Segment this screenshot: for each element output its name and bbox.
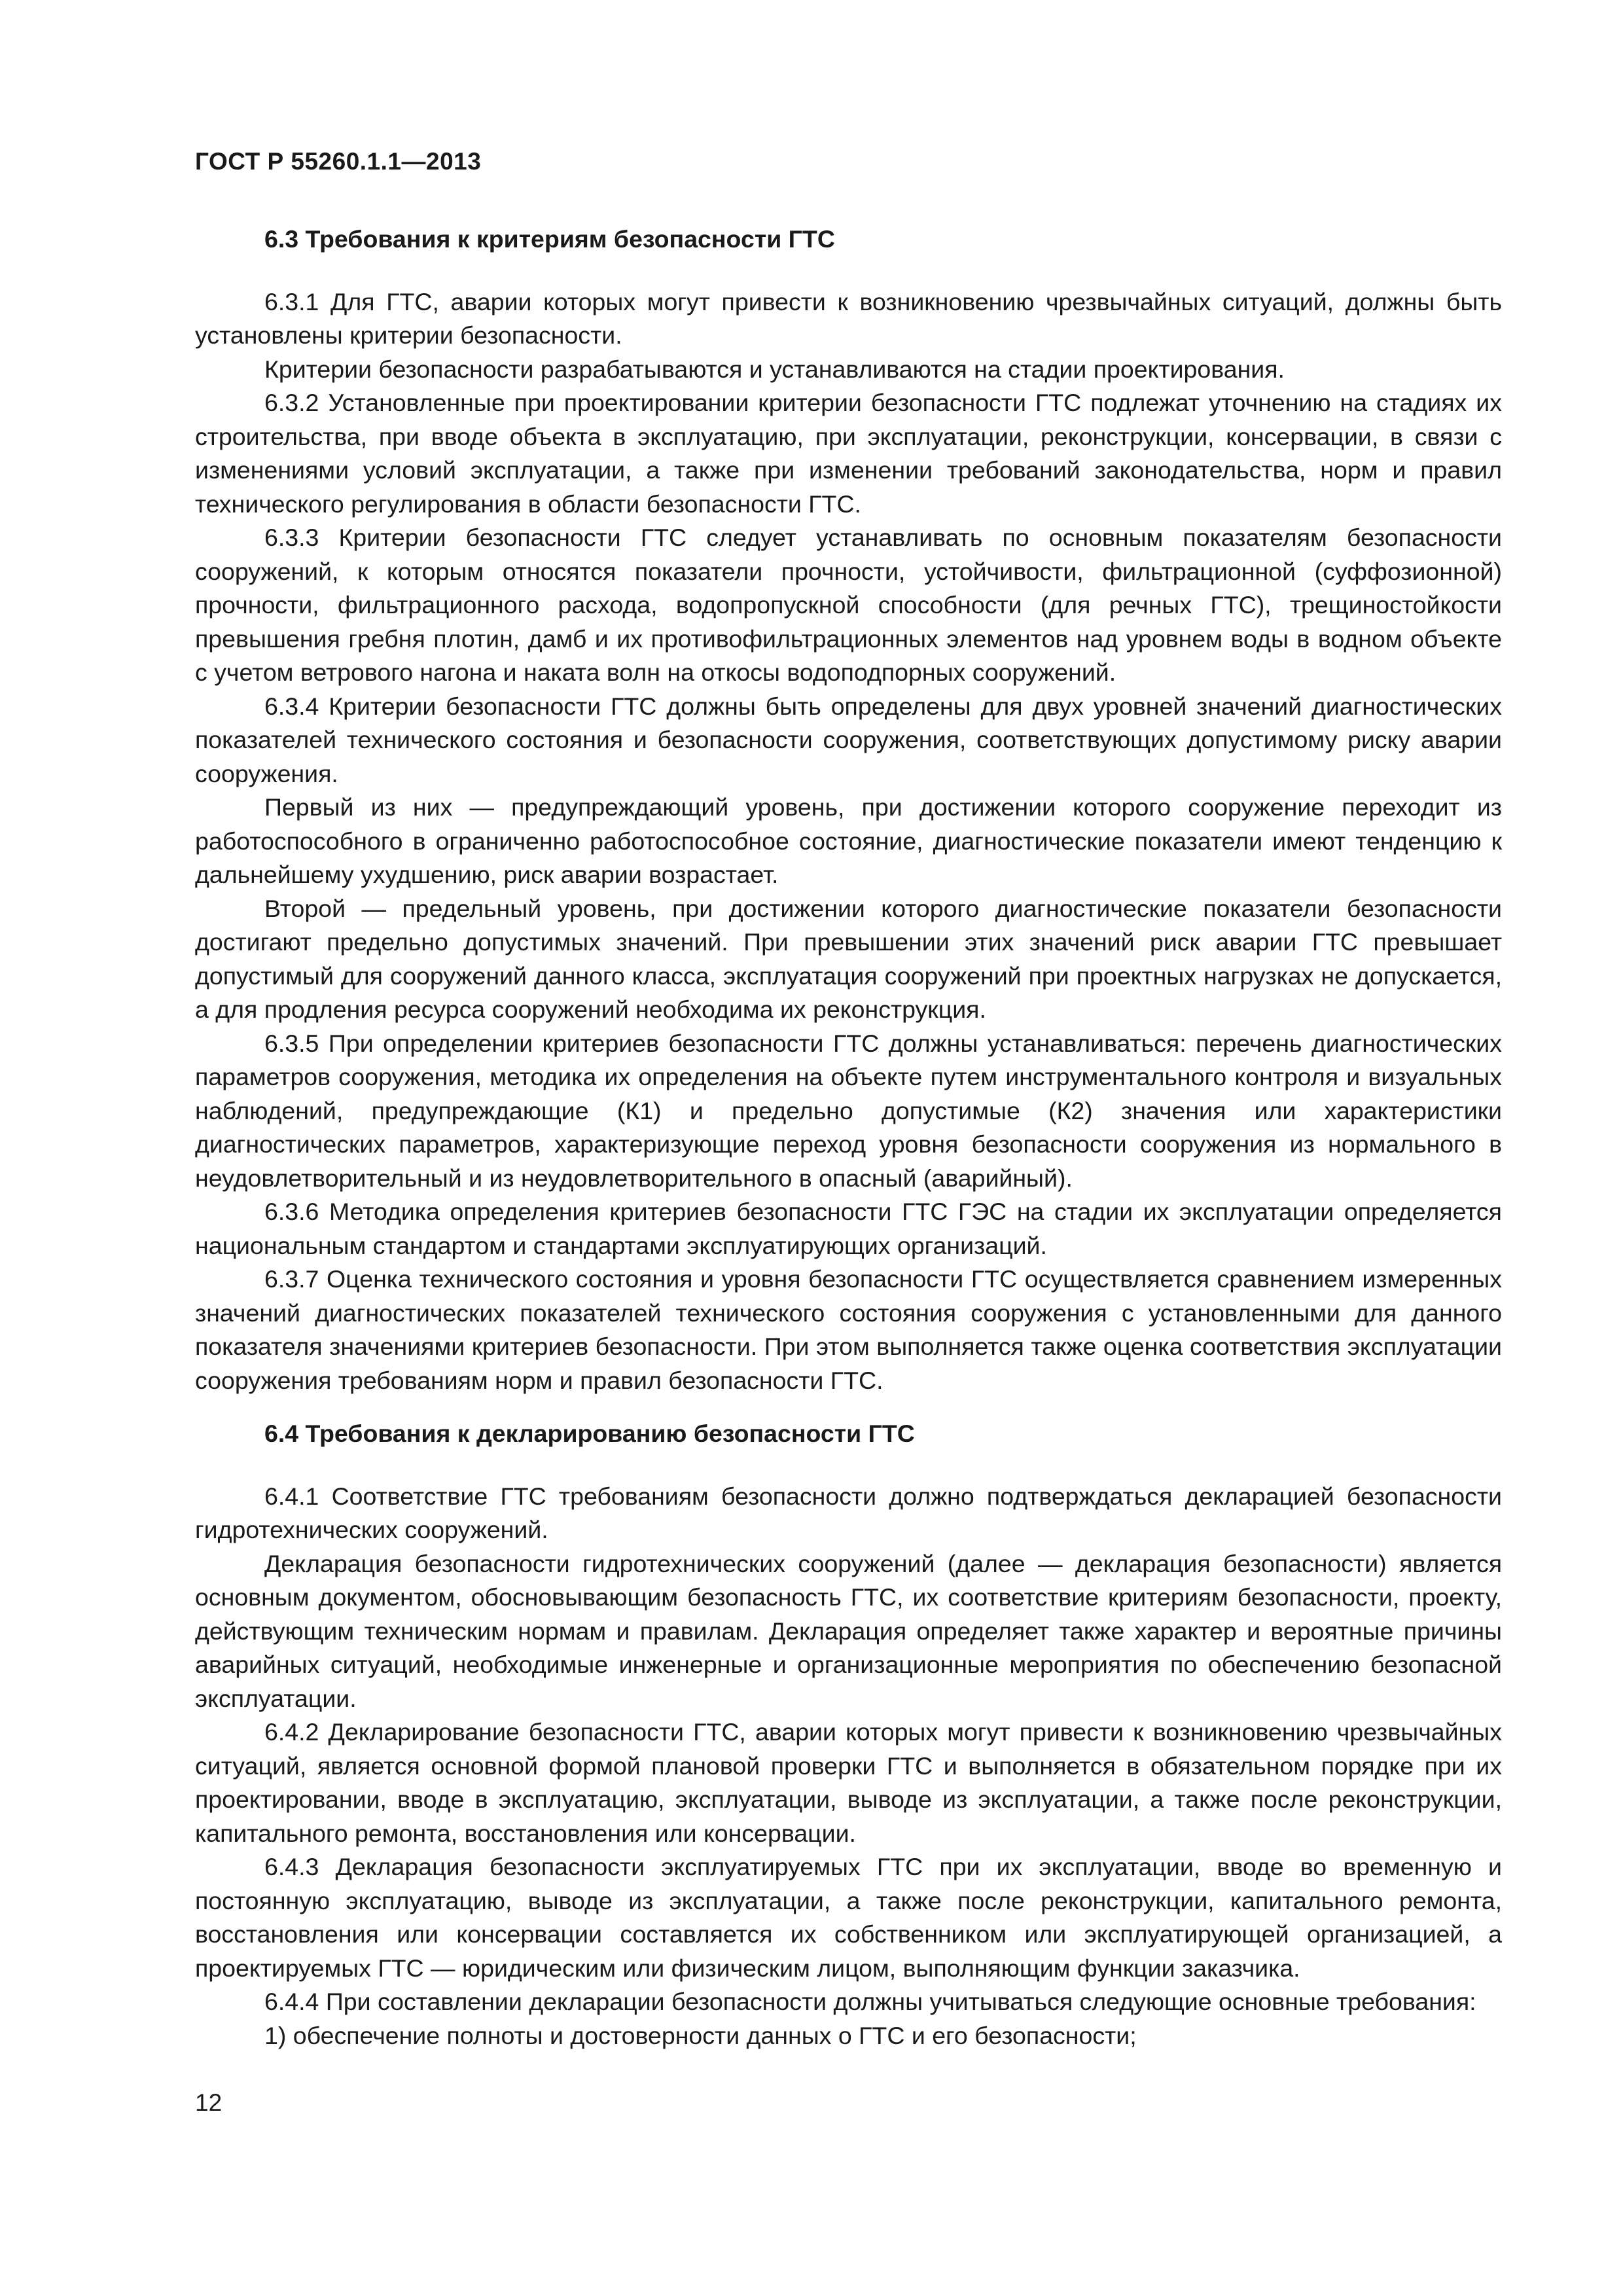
paragraph: Первый из них — предупреждающий уровень, при достижении которого сооружение переходит из работоспособного в ограниченно работоспособное состояние, диагностические показатели имеют тенденцию к дальнейшему ухудшению, риск аварии возрастает. [195,793,1502,888]
paragraph: 6.3.7 Оценка технического состояния и уровня безопасности ГТС осуществляется сравнением измеренных значений диагностических показателей технического состояния сооружения с установленными для данного показателя значениями критериев безопасности. При этом выполняется также оценка соответствия эксплуатации сооружения требованиям норм и правил безопасности ГТС. [195,1265,1502,1394]
paragraph: 1) обеспечение полноты и достоверности данных о ГТС и его безопасности; [264,2021,1137,2049]
paragraph: 6.3.4 Критерии безопасности ГТС должны быть определены для двух уровней значений диагностических показателей технического состояния и безопасности сооружения, соответствующих допустимому риску аварии сооружения. [195,692,1502,787]
paragraph: 6.3.3 Критерии безопасности ГТС следует устанавливать по основным показателям безопасности сооружений, к которым относятся показатели прочности, устойчивости, фильтрационной (суффозионной) прочности, фильтрационного расхода, водопропускной способности (для речных ГТС), трещиностойкости превышения гребня плотин, дамб и их противофильтрационных элементов над уровнем воды в водном объекте с учетом ветрового нагона и наката волн на откосы водоподпорных сооружений. [195,524,1502,686]
paragraph: 6.4.1 Соответствие ГТС требованиям безопасности должно подтверждаться декларацией безопасности гидротехнических сооружений. [195,1482,1502,1543]
paragraph: 6.4.3 Декларация безопасности эксплуатируемых ГТС при их эксплуатации, вводе во временную и постоянную эксплуатацию, выводе из эксплуатации, а также после реконструкции, капитального ремонта, восстановления или консервации составляется их собственником или эксплуатирующей организацией, а проектируемых ГТС — юридическим или физическим лицом, выполняющим функции заказчика. [195,1853,1502,1982]
document-header: ГОСТ Р 55260.1.1—2013 [195,148,482,175]
section-heading-6-4: 6.4 Требования к декларированию безопасности ГТС [264,1420,915,1447]
paragraph: Декларация безопасности гидротехнических сооружений (далее — декларация безопасности) является основным документом, обосновывающим безопасность ГТС, их соответствие критериям безопасности, проекту, действующим техническим нормам и правилам. Декларация определяет также характер и вероятные причины аварийных ситуаций, необходимые инженерные и организационные мероприятия по обеспечению безопасной эксплуатации. [195,1549,1502,1712]
paragraph: 6.3.6 Методика определения критериев безопасности ГТС ГЭС на стадии их эксплуатации определяется национальным стандартом и стандартами эксплуатирующих организаций. [195,1198,1502,1259]
paragraph: 6.3.5 При определении критериев безопасности ГТС должны устанавливаться: перечень диагностических параметров сооружения, методика их определения на объекте путем инструментального контроля и визуальных наблюдений, предупреждающие (К1) и предельно допустимые (К2) значения или характеристики диагностических параметров, характеризующие переход уровня безопасности сооружения из нормального в неудовлетворительный и из неудовлетворительного в опасный (аварийный). [195,1029,1502,1192]
paragraph: Второй — предельный уровень, при достижении которого диагностические показатели безопасности достигают предельно допустимых значений. При превышении этих значений риск аварии ГТС превышает допустимый для сооружений данного класса, эксплуатация сооружений при проектных нагрузках не допускается, а для продления ресурса сооружений необходима их реконструкция. [195,894,1502,1023]
paragraph: 6.3.1 Для ГТС, аварии которых могут привести к возникновению чрезвычайных ситуаций, должны быть установлены критерии безопасности. [195,287,1502,349]
paragraph: 6.4.2 Декларирование безопасности ГТС, аварии которых могут привести к возникновению чрезвычайных ситуаций, является основной формой плановой проверки ГТС и выполняется в обязательном порядке при их проектировании, вводе в эксплуатацию, эксплуатации, выводе из эксплуатации, а также после реконструкции, капитального ремонта, восстановления или консервации. [195,1718,1502,1847]
document-body [195,223,1502,2053]
section-heading-6-3: 6.3 Требования к критериям безопасности ГТС [264,225,835,253]
page-number: 12 [195,2089,223,2116]
paragraph: 6.4.4 При составлении декларации безопасности должны учитываться следующие основные требования: [264,1988,1476,2015]
paragraph: Критерии безопасности разрабатываются и устанавливаются на стадии проектирования. [264,355,1285,383]
paragraph: 6.3.2 Установленные при проектировании критерии безопасности ГТС подлежат уточнению на стадиях их строительства, при вводе объекта в эксплуатацию, при эксплуатации, реконструкции, консервации, в связи с изменениями условий эксплуатации, а также при изменении требований законодательства, норм и правил технического регулирования в области безопасности ГТС. [195,389,1502,518]
